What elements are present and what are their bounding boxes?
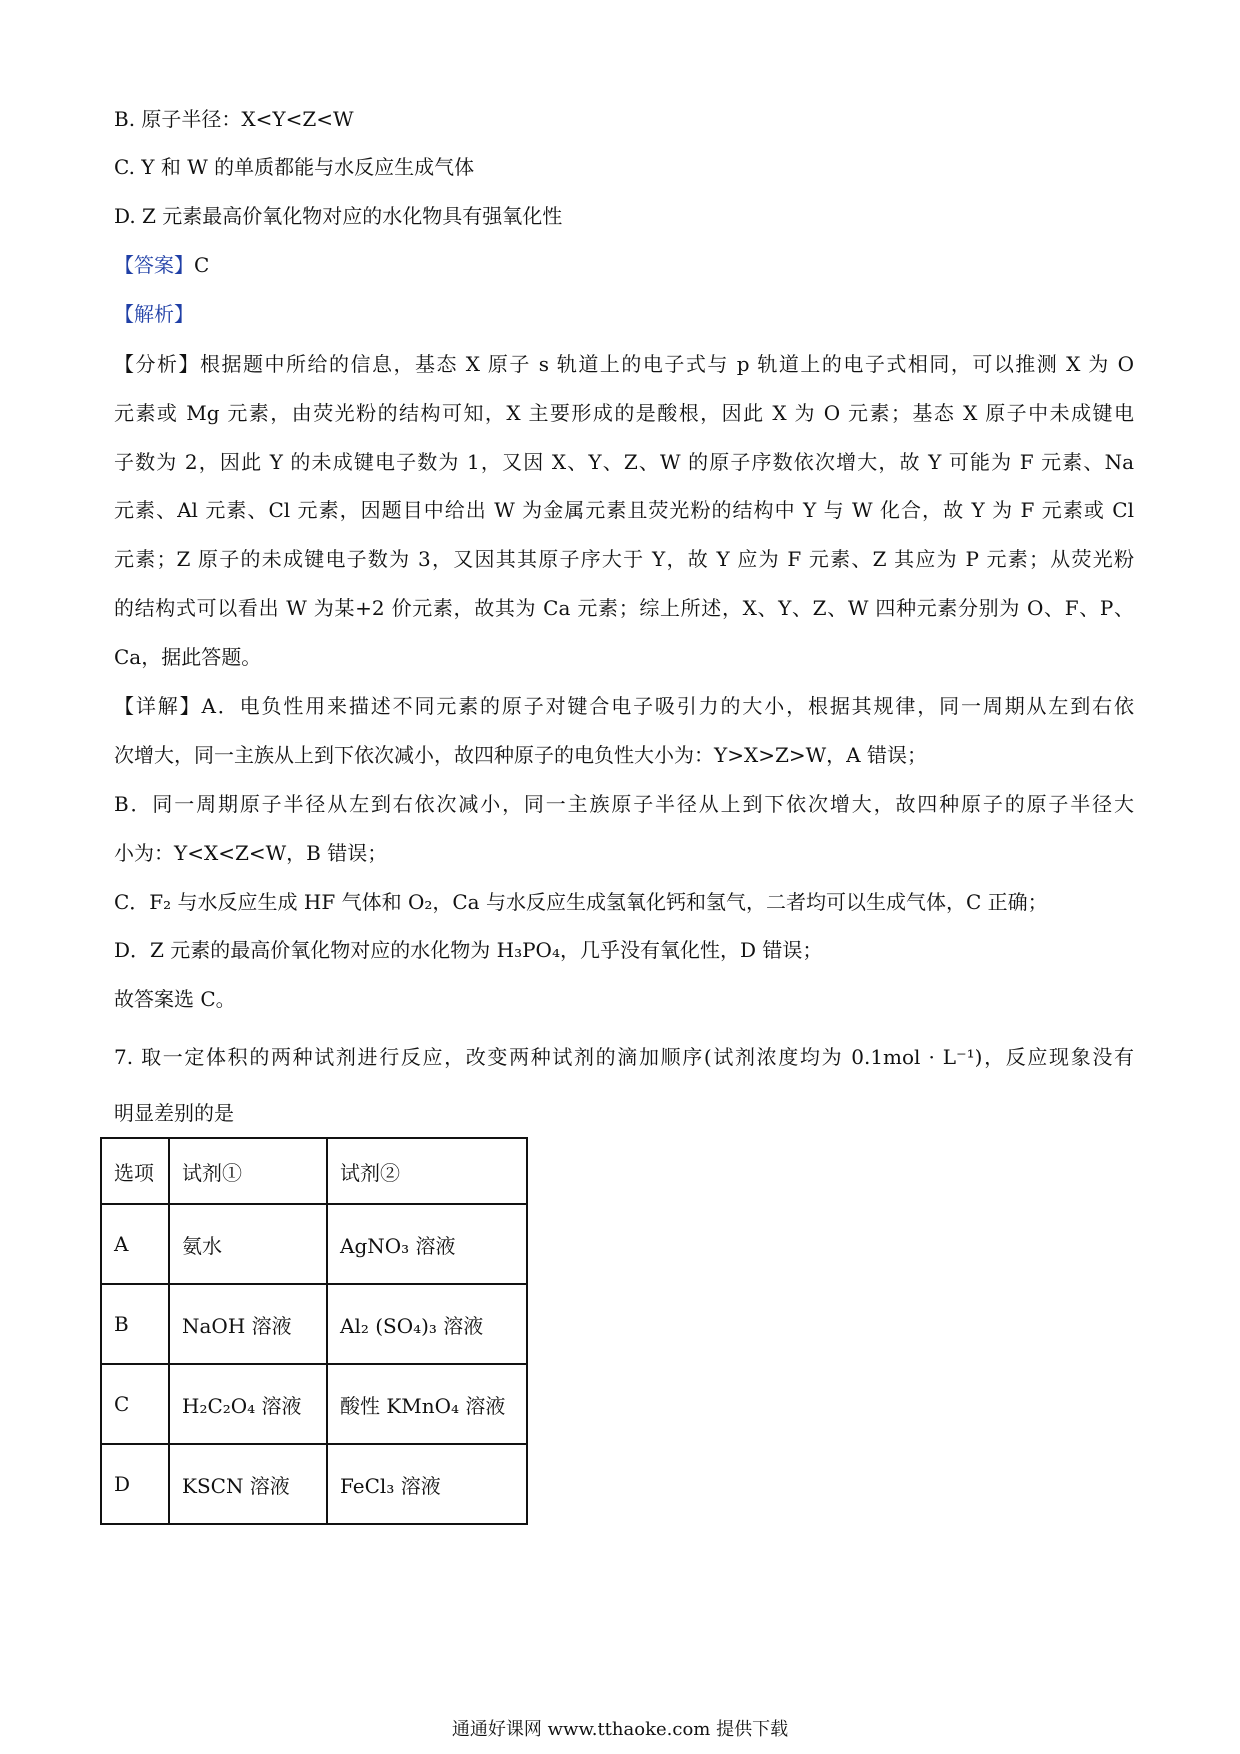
analysis-line-7: Ca，据此答题。 bbox=[114, 645, 262, 669]
table-cell: 氨水 bbox=[169, 1204, 327, 1284]
analysis-line-6: 的结构式可以看出 W 为某+2 价元素，故其为 Ca 元素；综上所述，X、Y、Z、W 四种元素分别为 O、F、P、 bbox=[114, 596, 1134, 620]
table-cell: 酸性 KMnO₄ 溶液 bbox=[327, 1364, 527, 1444]
analysis-label: 【解析】 bbox=[114, 302, 194, 326]
line-b-option: B. 原子半径：X<Y<Z<W bbox=[114, 107, 354, 131]
answer-line bbox=[114, 250, 1134, 280]
table-header-cell: 试剂② bbox=[327, 1138, 527, 1204]
line-c-option: C. Y 和 W 的单质都能与水反应生成气体 bbox=[114, 155, 475, 179]
table-cell: C bbox=[101, 1364, 169, 1444]
table-cell: B bbox=[101, 1284, 169, 1364]
question-7-line-2: 明显差别的是 bbox=[114, 1101, 234, 1125]
table-row bbox=[101, 1364, 527, 1444]
analysis-line-4: 元素、Al 元素、Cl 元素，因题目中给出 W 为金属元素且荧光粉的结构中 Y 与 W 化合，故 Y 为 F 元素或 Cl bbox=[114, 498, 1134, 522]
conclusion-line: 故答案选 C。 bbox=[114, 987, 236, 1011]
table-cell: A bbox=[101, 1204, 169, 1284]
table-row bbox=[101, 1204, 527, 1284]
table-cell: NaOH 溶液 bbox=[169, 1284, 327, 1364]
table-cell: H₂C₂O₄ 溶液 bbox=[169, 1364, 327, 1444]
reagent-table bbox=[100, 1137, 528, 1525]
table-row bbox=[101, 1284, 527, 1364]
detail-line-4: 小为：Y<X<Z<W，B 错误； bbox=[114, 841, 388, 865]
answer-label: 【答案】 bbox=[114, 253, 194, 277]
page-footer: 通通好课网 www.tthaoke.com 提供下载 bbox=[451, 1719, 789, 1740]
table-cell: Al₂ (SO₄)₃ 溶液 bbox=[327, 1284, 527, 1364]
table-row bbox=[101, 1444, 527, 1524]
question-7-line-1: 7. 取一定体积的两种试剂进行反应，改变两种试剂的滴加顺序(试剂浓度均为 0.1mol · L⁻¹)，反应现象没有 bbox=[114, 1045, 1134, 1069]
table-cell: AgNO₃ 溶液 bbox=[327, 1204, 527, 1284]
answer-value: C bbox=[194, 253, 210, 277]
table-header-cell: 试剂① bbox=[169, 1138, 327, 1204]
detail-line-5: C．F₂ 与水反应生成 HF 气体和 O₂，Ca 与水反应生成氢氧化钙和氢气，二者均可以生成气体，C 正确； bbox=[114, 890, 1048, 914]
table-header-row bbox=[101, 1138, 527, 1204]
analysis-line-1: 【分析】根据题中所给的信息，基态 X 原子 s 轨道上的电子式与 p 轨道上的电子式相同，可以推测 X 为 O bbox=[114, 352, 1134, 376]
table-cell: D bbox=[101, 1444, 169, 1524]
analysis-line-2: 元素或 Mg 元素，由荧光粉的结构可知，X 主要形成的是酸根，因此 X 为 O 元素；基态 X 原子中未成键电 bbox=[114, 401, 1134, 425]
table-cell: FeCl₃ 溶液 bbox=[327, 1444, 527, 1524]
analysis-line-5: 元素；Z 原子的未成键电子数为 3，又因其其原子序大于 Y，故 Y 应为 F 元素、Z 其应为 P 元素；从荧光粉 bbox=[114, 547, 1134, 571]
detail-line-3: B．同一周期原子半径从左到右依次减小，同一主族原子半径从上到下依次增大，故四种原子的原子半径大 bbox=[114, 792, 1134, 816]
detail-line-1: 【详解】A．电负性用来描述不同元素的原子对键合电子吸引力的大小，根据其规律，同一周期从左到右依 bbox=[114, 694, 1134, 718]
line-d-option: D. Z 元素最高价氧化物对应的水化物具有强氧化性 bbox=[114, 204, 563, 228]
table-cell: KSCN 溶液 bbox=[169, 1444, 327, 1524]
analysis-line-3: 子数为 2，因此 Y 的未成键电子数为 1，又因 X、Y、Z、W 的原子序数依次增大，故 Y 可能为 F 元素、Na bbox=[114, 450, 1134, 474]
table-header-cell: 选项 bbox=[101, 1138, 169, 1204]
detail-line-6: D．Z 元素的最高价氧化物对应的水化物为 H₃PO₄，几乎没有氧化性，D 错误； bbox=[114, 938, 823, 962]
detail-line-2: 次增大，同一主族从上到下依次减小，故四种原子的电负性大小为：Y>X>Z>W，A 错误； bbox=[114, 743, 927, 767]
